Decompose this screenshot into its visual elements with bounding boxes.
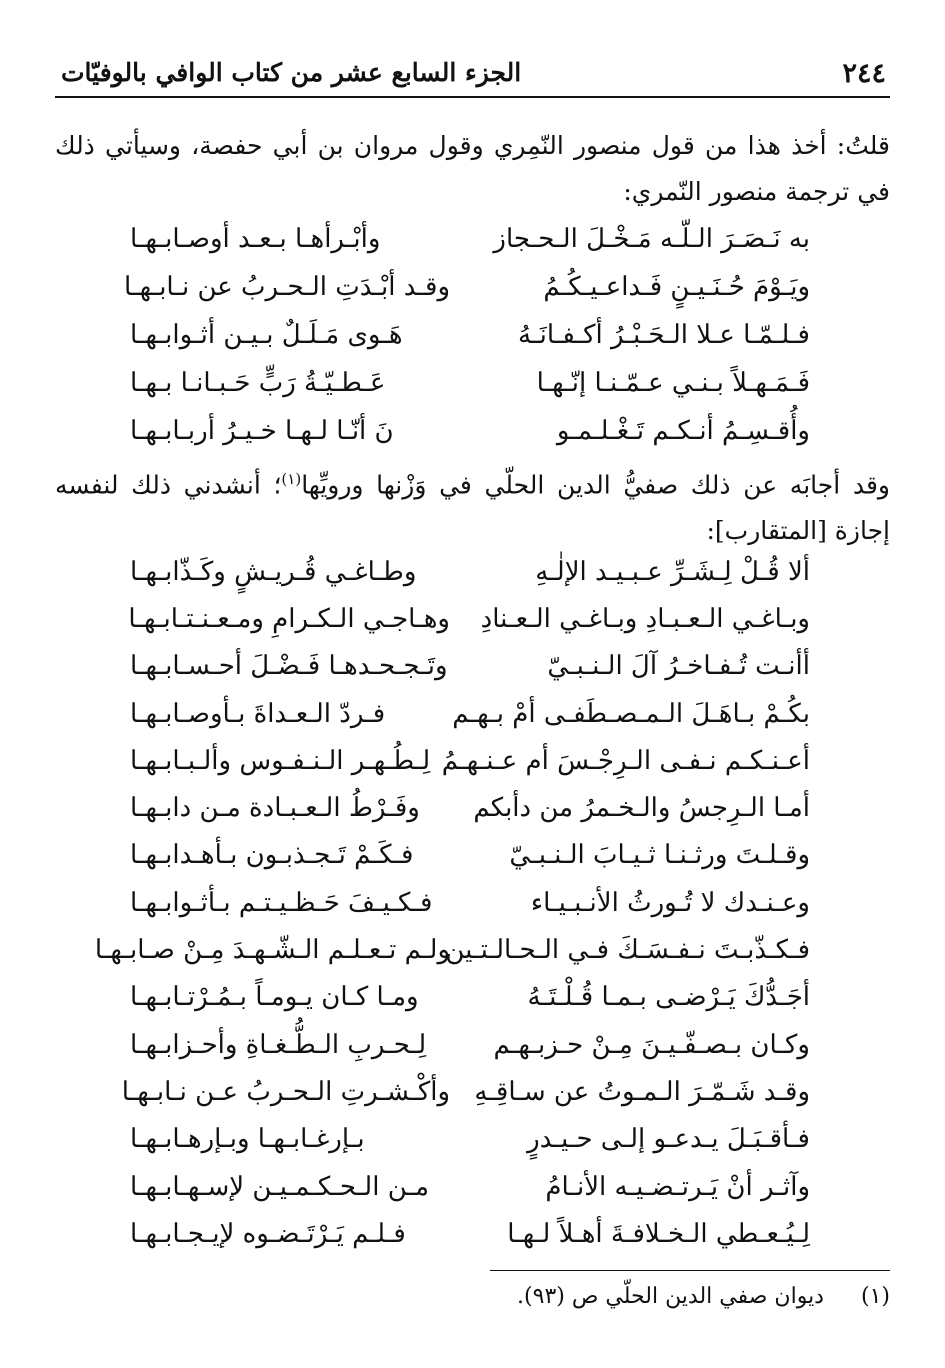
verse-second-hemistich: فـكَـمْ تَـجـذبـون بـأهـدابـهـا bbox=[130, 840, 414, 871]
verse-second-hemistich: وهـاجـي الـكـرامِ ومـعـنـتـابـهـا bbox=[128, 603, 450, 634]
verse-line bbox=[94, 926, 810, 973]
page-header bbox=[55, 50, 890, 98]
verse-second-hemistich: لِـطُـهـر الـنـفـوس وألـبـابـهـا bbox=[130, 745, 431, 776]
verse-second-hemistich: فـلـم يَـرْتَـضـوه لإيـجـابـهـا bbox=[130, 1218, 406, 1249]
paragraph-response bbox=[55, 456, 890, 554]
verse-second-hemistich: لِـحـربِ الـطُّـغـاةِ وأحـزابـهـا bbox=[130, 1029, 427, 1060]
verse-second-hemistich: ولـم تـعـلـم الـشّـهـدَ مِـنْ صـابـهـا bbox=[94, 935, 450, 966]
verse-second-hemistich: وقـد أبْـدَتِ الـحـربُ عن نـابـهـا bbox=[124, 272, 450, 302]
verse-first-hemistich: فـكـذّبـتَ نـفـسَـكَ فـي الـحـالـتـين bbox=[445, 935, 810, 966]
verse-line bbox=[130, 1021, 810, 1068]
paragraph-intro: قلتُ: أخذ هذا من قول منصور النّمِري وقول مروان بن أبي حفصة، وسيأتي ذلك في ترجمة منصور النّمري: bbox=[55, 131, 890, 206]
verse-first-hemistich: فَـمَـهـلاً بـنـي عـمّـنـا إنّـهـا bbox=[536, 368, 810, 398]
verse-first-hemistich: وكـان بـصـفّـيـنَ مِـنْ حـزبـهـم bbox=[493, 1029, 810, 1060]
verse-second-hemistich: فـردّ الـعـداةَ بـأوصـابـهـا bbox=[130, 698, 386, 729]
page-number: ٢٤٤ bbox=[842, 58, 886, 89]
paragraph-text-before: وقد أجابَه عن ذلك صفيُّ الدين الحلّي في وَزْنها ورويِّها bbox=[301, 470, 890, 500]
verse-line bbox=[130, 974, 810, 1021]
verse-line bbox=[130, 879, 810, 926]
verse-line bbox=[130, 595, 810, 642]
verse-line bbox=[130, 784, 810, 831]
footnote-divider bbox=[490, 1270, 890, 1271]
verse-second-hemistich: وفَـرْطُ الـعـبـادة مـن دابـهـا bbox=[130, 793, 420, 824]
verse-first-hemistich: ألا قُـلْ لِـشَـرِّ عـبـيـد الإلٰـهِ bbox=[535, 556, 810, 587]
verse-first-hemistich: لِـيُـعـطي الـخـلافـةَ أهـلاً لـهـا bbox=[507, 1218, 810, 1249]
verse-second-hemistich: فـكـيـفَ حَـظـيـتـم بـأثـوابـهـا bbox=[130, 887, 433, 918]
verse-first-hemistich: أأنـت تُـفـاخـرُ آلَ الـنـبـيّ bbox=[547, 651, 810, 682]
verse-first-hemistich: وعـنـدك لا تُـورثُ الأنـبـيـاء bbox=[530, 887, 810, 918]
poem-nimri bbox=[124, 215, 810, 455]
verse-second-hemistich: بـإرغـابـهـا وبـإرهـابـهـا bbox=[130, 1124, 365, 1155]
verse-line bbox=[130, 643, 810, 690]
verse-line bbox=[130, 737, 810, 784]
verse-second-hemistich: ومـا كـان يـومـاً بـمُـرْتـابـهـا bbox=[130, 982, 419, 1013]
footnote-marker: (١) bbox=[860, 1284, 890, 1309]
verse-second-hemistich: وأكْـشـرتِ الـحـربُ عـن نـابـهـا bbox=[121, 1076, 450, 1107]
verse-line bbox=[130, 407, 810, 455]
verse-line bbox=[130, 690, 810, 737]
verse-line bbox=[130, 215, 810, 263]
verse-second-hemistich: مـن الـحـكـمـيـن لإسـهـابـهـا bbox=[130, 1171, 430, 1202]
verse-second-hemistich: عَـطـيّـةُ رَبٍّ حَـبـانـا بـهـا bbox=[130, 368, 386, 398]
verse-line bbox=[130, 311, 810, 359]
poem-safi-al-din bbox=[94, 548, 810, 1257]
verse-second-hemistich: نَ أنّـا لـهـا خـيـرُ أربـابـهـا bbox=[130, 416, 394, 446]
footnote-reference: (١) bbox=[281, 470, 302, 488]
verse-first-hemistich: فـلـمّـا عـلا الـحَـبْـرُ أكـفـانَـهُ bbox=[518, 320, 810, 350]
footnote bbox=[55, 1282, 890, 1312]
verse-line bbox=[124, 263, 810, 311]
verse-second-hemistich: وأبْـرأهـا بـعـد أوصـابـهـا bbox=[130, 224, 381, 254]
paragraph-text-after: ؛ أنشدني ذلك لنفسه إجازة [المتقارب]: bbox=[55, 470, 890, 546]
verse-first-hemistich: به نَـصَـرَ الـلّـه مَـخْـلَ الـحـجاز bbox=[493, 224, 810, 254]
verse-first-hemistich: وبـاغـي الـعـبـادِ وبـاغـي الـعـنادِ bbox=[480, 603, 810, 634]
verse-first-hemistich: وقـلـتَ ورثـنـا ثـيـابَ الـنـبـيّ bbox=[509, 840, 810, 871]
verse-first-hemistich: أجَـدُّكَ يَـرْضـى بـمـا قُـلْـتَـهُ bbox=[527, 982, 810, 1013]
running-title: الجزء السابع عشر من كتاب الوافي بالوفيّات bbox=[61, 58, 522, 87]
verse-second-hemistich: وتَـجـحـدهـا فَـضْـلَ أحـسـابـهـا bbox=[130, 651, 448, 682]
footnote-text: ديوان صفي الدين الحلّي ص (٩٣). bbox=[517, 1284, 824, 1309]
verse-first-hemistich: فـأقـبَـلَ يـدعـو إلـى حـيـدرٍ bbox=[527, 1124, 810, 1155]
verse-first-hemistich: ويَـوْمَ حُـنَـيـنٍ فَـداعـيـكُـمُ bbox=[543, 272, 810, 302]
verse-first-hemistich: بكُـمْ بـاهَـلَ الـمـصـطَفـى أمْ بـهـم bbox=[452, 698, 810, 729]
verse-line bbox=[121, 1068, 810, 1115]
verse-line bbox=[130, 1116, 810, 1163]
verse-line bbox=[130, 548, 810, 595]
verse-first-hemistich: وأُقـسِـمُ أنـكـم تَـغْـلـمـو bbox=[556, 416, 810, 446]
verse-line bbox=[130, 1210, 810, 1257]
verse-first-hemistich: أعـنـكـم نـفـى الـرِجْـسَ أم عـنـهـمُ bbox=[441, 745, 810, 776]
verse-first-hemistich: وقـد شَـمّـرَ الـمـوتُ عن سـاقِـهِ bbox=[474, 1076, 810, 1107]
verse-second-hemistich: هَـوى مَـلَـلٌ بـيـن أثـوابـهـا bbox=[130, 320, 403, 350]
verse-line bbox=[130, 359, 810, 407]
verse-line bbox=[130, 832, 810, 879]
verse-first-hemistich: وآثـر أنْ يَـرتـضـيـه الأنـامُ bbox=[545, 1171, 810, 1202]
verse-first-hemistich: أمـا الـرِجسُ والـخـمرُ من دأبكم bbox=[473, 793, 810, 824]
verse-line bbox=[130, 1163, 810, 1210]
verse-second-hemistich: وطـاغـي قُـريـشٍ وكَـذّابـهـا bbox=[130, 556, 417, 587]
